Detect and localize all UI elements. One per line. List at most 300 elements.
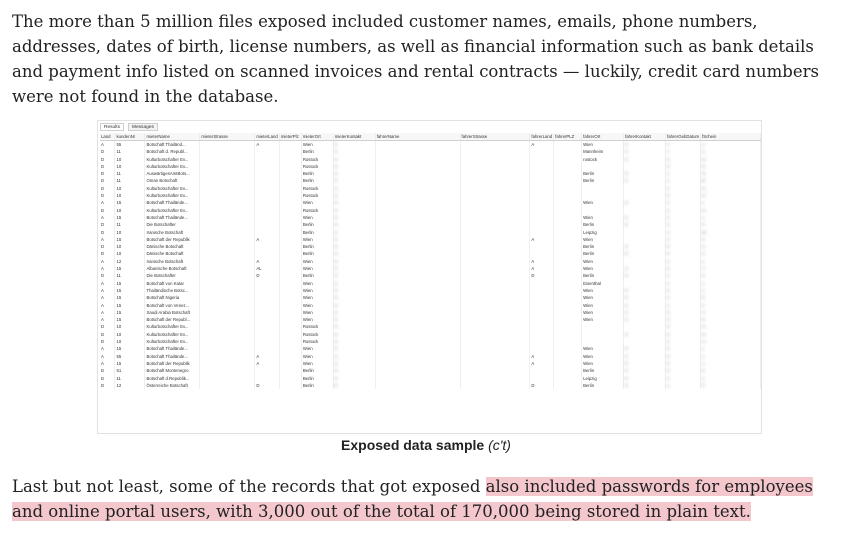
column-header[interactable]: fahrerKontakt (624, 133, 666, 141)
table-cell: Berlin (301, 250, 333, 257)
table-cell (460, 214, 530, 221)
table-cell: Wien (301, 360, 333, 367)
table-cell: Berlin (582, 177, 624, 184)
table-cell (624, 323, 666, 330)
table-cell (554, 214, 582, 221)
table-cell: 15 (115, 309, 145, 316)
exposed-data-screenshot (97, 120, 762, 434)
table-row (100, 302, 761, 309)
table-cell (554, 170, 582, 177)
table-cell (460, 375, 530, 382)
table-cell: A (100, 265, 115, 272)
table-cell (530, 316, 554, 323)
table-cell: 15 (115, 236, 145, 243)
column-header[interactable]: Land (100, 133, 115, 141)
table-cell: 0 (333, 360, 375, 367)
table-cell (279, 177, 301, 184)
table-cell (554, 229, 582, 236)
table-cell: 0 (333, 258, 375, 265)
table-cell (460, 287, 530, 294)
table-cell (460, 243, 530, 250)
table-cell (554, 185, 582, 192)
table-cell: Wien (582, 214, 624, 221)
table-cell: AL (255, 265, 280, 272)
table-cell (200, 229, 255, 236)
table-cell: 10 (115, 338, 145, 345)
table-cell (530, 243, 554, 250)
table-cell: A (100, 141, 115, 149)
table-cell (279, 287, 301, 294)
table-cell: 0 (624, 367, 666, 374)
table-cell (375, 177, 460, 184)
table-cell (460, 367, 530, 374)
table-cell (279, 199, 301, 206)
table-row (100, 207, 761, 214)
table-cell: Wien (301, 236, 333, 243)
table-cell (530, 367, 554, 374)
table-cell: Berlin (582, 382, 624, 389)
table-cell: D (100, 272, 115, 279)
table-cell (200, 148, 255, 155)
table-cell (624, 229, 666, 236)
table-cell: 0 (333, 192, 375, 199)
table-cell (255, 185, 280, 192)
table-cell (279, 163, 301, 170)
table-cell (554, 163, 582, 170)
column-header[interactable]: mieterName (145, 133, 200, 141)
table-cell: Wien (582, 294, 624, 301)
column-header[interactable]: fahrerPLZ (554, 133, 582, 141)
table-row (100, 309, 761, 316)
table-cell: 2 (666, 375, 701, 382)
table-cell: D (100, 148, 115, 155)
table-cell (375, 367, 460, 374)
table-cell: 0 (624, 148, 666, 155)
table-cell: 1 (701, 360, 761, 367)
table-cell (279, 243, 301, 250)
table-cell: Dänische Botschaft (145, 250, 200, 257)
table-cell: H (701, 192, 761, 199)
tab-messages[interactable]: Messages (128, 123, 158, 131)
table-cell: AuswärtigesAmtBots... (145, 170, 200, 177)
column-header[interactable]: fahrerGebDatum (667, 134, 700, 139)
table-cell: Rostock (301, 323, 333, 330)
table-cell (554, 265, 582, 272)
table-cell (255, 375, 280, 382)
table-cell (255, 148, 280, 155)
table-cell: Botschaft der Republik (145, 236, 200, 243)
table-cell: H (701, 163, 761, 170)
table-cell (279, 331, 301, 338)
table-cell: 0 (333, 272, 375, 279)
table-cell (200, 221, 255, 228)
table-cell (530, 177, 554, 184)
table-cell: 10 (115, 185, 145, 192)
table-cell (554, 177, 582, 184)
table-cell: 11 (115, 375, 145, 382)
table-cell (375, 280, 460, 287)
column-header[interactable]: fahrerName (375, 133, 460, 141)
table-cell: H (701, 185, 761, 192)
table-cell: 0 (666, 323, 701, 330)
table-cell: D (100, 229, 115, 236)
table-cell: D (100, 338, 115, 345)
table-cell (255, 316, 280, 323)
table-cell: D (530, 272, 554, 279)
table-cell: Wien (301, 141, 333, 149)
table-cell: Kulturbotschafter Ev... (145, 192, 200, 199)
table-cell: D (255, 272, 280, 279)
table-cell (279, 338, 301, 345)
table-cell (200, 265, 255, 272)
results-tab-bar (100, 123, 158, 131)
table-cell: 0 (624, 294, 666, 301)
table-cell (554, 375, 582, 382)
table-cell: Wien (301, 345, 333, 352)
table-cell: D (100, 221, 115, 228)
table-cell: Albanische Botschaft (145, 265, 200, 272)
table-cell (554, 148, 582, 155)
table-cell (279, 258, 301, 265)
table-cell (255, 214, 280, 221)
table-cell: 0 (666, 192, 701, 199)
table-cell: 0 (333, 141, 375, 149)
table-cell (279, 360, 301, 367)
table-cell: G (701, 170, 761, 177)
table-cell (200, 323, 255, 330)
table-cell (200, 236, 255, 243)
table-row (100, 229, 761, 236)
column-header[interactable]: fahrerStrasse (460, 133, 530, 141)
table-cell: T (701, 265, 761, 272)
table-cell: 2 (666, 185, 701, 192)
table-cell (375, 375, 460, 382)
table-cell: Botschaft d. Republ... (145, 148, 200, 155)
table-cell (624, 185, 666, 192)
table-cell: Thailändische Botsc... (145, 287, 200, 294)
table-cell (279, 375, 301, 382)
column-header[interactable]: mieterLand (256, 134, 278, 139)
table-cell (255, 221, 280, 228)
table-cell (624, 258, 666, 265)
table-cell (530, 287, 554, 294)
table-cell: Wien (582, 309, 624, 316)
table-cell: 11 (115, 272, 145, 279)
table-cell (460, 280, 530, 287)
table-cell (255, 323, 280, 330)
table-cell (375, 236, 460, 243)
table-cell (255, 338, 280, 345)
table-cell: Botschaft Thailände... (145, 353, 200, 360)
table-cell: 0 (666, 309, 701, 316)
table-cell (460, 345, 530, 352)
table-cell: 1 (701, 345, 761, 352)
table-row (100, 338, 761, 345)
table-cell (530, 221, 554, 228)
table-cell: 1 (666, 302, 701, 309)
table-cell: 0 (333, 353, 375, 360)
table-cell (279, 236, 301, 243)
table-cell (460, 229, 530, 236)
table-cell (279, 382, 301, 389)
column-header[interactable]: mieterPlz (279, 133, 301, 141)
table-cell (375, 163, 460, 170)
table-cell: 0 (333, 236, 375, 243)
table-cell: Botschaft Thailände... (145, 199, 200, 206)
table-cell: Wien (301, 214, 333, 221)
table-cell (200, 272, 255, 279)
table-cell (279, 316, 301, 323)
table-cell: A (100, 345, 115, 352)
table-cell: A (255, 360, 280, 367)
table-row (100, 316, 761, 323)
table-cell: 0 (666, 360, 701, 367)
table-cell: 0 (333, 302, 375, 309)
table-cell (554, 316, 582, 323)
table-cell: 10 (115, 323, 145, 330)
column-header[interactable]: kundenNr (115, 133, 145, 141)
table-cell: Rostock (301, 163, 333, 170)
table-cell (375, 221, 460, 228)
tab-results[interactable]: Results (100, 123, 124, 131)
table-cell: 2 (666, 199, 701, 206)
column-header[interactable]: mieterStrasse (200, 133, 255, 141)
table-cell: 0 (333, 214, 375, 221)
table-cell (200, 280, 255, 287)
table-cell: 0 (666, 265, 701, 272)
table-cell: Botschaft der Republ... (145, 316, 200, 323)
table-cell (460, 192, 530, 199)
table-cell (279, 367, 301, 374)
column-header[interactable]: fahrerOrt (582, 133, 624, 141)
table-row (100, 375, 761, 382)
table-cell: 0 (624, 360, 666, 367)
table-cell (460, 185, 530, 192)
table-row (100, 345, 761, 352)
table-cell (375, 156, 460, 163)
table-cell (200, 192, 255, 199)
table-cell: 10 (115, 207, 145, 214)
table-cell (530, 192, 554, 199)
table-cell: 55 (115, 353, 145, 360)
table-cell: 0 (333, 280, 375, 287)
table-cell: Leipzig (582, 375, 624, 382)
table-cell: 10 (115, 192, 145, 199)
table-cell: 0 (333, 345, 375, 352)
table-cell: 0 (666, 353, 701, 360)
table-cell: Kulturbotschafter Ev... (145, 156, 200, 163)
table-cell (460, 207, 530, 214)
table-cell (530, 345, 554, 352)
table-cell (255, 294, 280, 301)
table-cell (624, 236, 666, 243)
table-cell: 1 (666, 141, 701, 149)
table-cell (460, 316, 530, 323)
column-header[interactable]: fahrerLand (531, 134, 553, 139)
table-cell: 0 (624, 170, 666, 177)
table-cell: Kulturbotschafter Ev... (145, 323, 200, 330)
table-cell (554, 382, 582, 389)
table-row (100, 331, 761, 338)
table-cell (554, 258, 582, 265)
table-cell: 51 (115, 367, 145, 374)
table-cell (460, 309, 530, 316)
table-cell: Leipzig (582, 229, 624, 236)
table-cell: Botschaft Montenegro (145, 367, 200, 374)
table-cell (375, 382, 460, 389)
table-cell: Wien (582, 141, 624, 149)
table-cell (530, 280, 554, 287)
table-cell (530, 302, 554, 309)
table-cell (255, 250, 280, 257)
table-cell (200, 345, 255, 352)
table-cell (255, 156, 280, 163)
table-cell: A (100, 309, 115, 316)
table-cell: D (100, 243, 115, 250)
table-cell: Berlin (301, 177, 333, 184)
table-cell (255, 177, 280, 184)
table-cell: Wien (582, 345, 624, 352)
table-cell (255, 192, 280, 199)
table-cell (624, 163, 666, 170)
table-row (100, 353, 761, 360)
table-cell: A (255, 141, 280, 149)
column-header[interactable]: mieterKontakt (333, 133, 375, 141)
table-cell: 1 (701, 214, 761, 221)
table-cell: 15 (115, 280, 145, 287)
table-cell (200, 207, 255, 214)
table-cell: 0 (624, 331, 666, 338)
table-cell: 0 (333, 382, 375, 389)
table-cell: Kulturbotschafter Ev... (145, 185, 200, 192)
table-row (100, 382, 761, 389)
table-cell: H (701, 207, 761, 214)
table-cell: D (100, 331, 115, 338)
table-cell: 0 (624, 141, 666, 149)
table-row (100, 221, 761, 228)
table-cell: Wien (301, 316, 333, 323)
table-cell (255, 280, 280, 287)
column-header[interactable]: fSchein (701, 133, 761, 141)
table-cell: Berlin (301, 375, 333, 382)
table-cell (255, 163, 280, 170)
table-cell (460, 156, 530, 163)
table-cell: 2 (666, 236, 701, 243)
table-cell (200, 353, 255, 360)
table-cell: 15 (115, 316, 145, 323)
table-cell: H (701, 338, 761, 345)
table-cell: 0 (333, 323, 375, 330)
table-cell (200, 199, 255, 206)
results-grid (100, 133, 761, 389)
table-cell: 10 (115, 250, 145, 257)
table-cell (279, 309, 301, 316)
table-cell (554, 353, 582, 360)
table-cell: 11 (115, 221, 145, 228)
table-cell: 0 (666, 163, 701, 170)
table-cell: Oman Botschaft (145, 177, 200, 184)
table-cell: 12 (115, 258, 145, 265)
table-cell: 0 (333, 250, 375, 257)
column-header[interactable]: mieterOrt (301, 133, 333, 141)
table-cell (200, 302, 255, 309)
table-cell: Berlin (301, 272, 333, 279)
table-cell: C (701, 221, 761, 228)
table-cell: 11 (115, 177, 145, 184)
table-cell (530, 338, 554, 345)
table-cell (255, 309, 280, 316)
table-cell: 0 (624, 214, 666, 221)
table-cell (279, 265, 301, 272)
table-cell: Berlin (582, 250, 624, 257)
table-cell (200, 367, 255, 374)
table-cell: 0 (624, 302, 666, 309)
table-cell: A (255, 258, 280, 265)
table-cell: Wien (301, 294, 333, 301)
table-cell: 0 (624, 316, 666, 323)
table-row (100, 199, 761, 206)
table-row (100, 170, 761, 177)
table-cell (375, 309, 460, 316)
table-cell (375, 170, 460, 177)
table-cell: Wien (582, 236, 624, 243)
table-cell (375, 214, 460, 221)
table-cell (375, 353, 460, 360)
table-cell: D (100, 367, 115, 374)
table-cell (200, 250, 255, 257)
table-cell: D (100, 163, 115, 170)
table-cell (460, 141, 530, 149)
table-cell (460, 331, 530, 338)
table-cell: Berlin (301, 221, 333, 228)
table-cell: 1 (701, 141, 761, 149)
table-cell: 0 (624, 309, 666, 316)
table-cell: A (100, 236, 115, 243)
table-cell (279, 207, 301, 214)
table-cell: 0 (701, 316, 761, 323)
table-cell: D (100, 192, 115, 199)
table-row (100, 323, 761, 330)
table-cell: C (701, 250, 761, 257)
table-cell: 1 (701, 375, 761, 382)
table-row (100, 265, 761, 272)
table-row (100, 236, 761, 243)
table-cell: 15 (115, 360, 145, 367)
table-cell: 1 (701, 287, 761, 294)
table-row (100, 243, 761, 250)
table-cell: 0 (333, 331, 375, 338)
table-cell (200, 382, 255, 389)
table-cell: A (100, 316, 115, 323)
table-cell: Botschaft Thailände... (145, 345, 200, 352)
table-cell (554, 338, 582, 345)
table-cell (375, 302, 460, 309)
table-cell (375, 243, 460, 250)
table-cell (375, 185, 460, 192)
table-cell: 10 (115, 163, 145, 170)
table-cell: 0 (666, 316, 701, 323)
table-cell: D (100, 250, 115, 257)
table-cell (460, 323, 530, 330)
table-cell (279, 250, 301, 257)
table-row (100, 163, 761, 170)
table-cell (530, 250, 554, 257)
table-cell: Rostock (301, 331, 333, 338)
table-cell (554, 280, 582, 287)
table-cell: A (530, 353, 554, 360)
table-cell (375, 338, 460, 345)
table-cell: Wien (301, 280, 333, 287)
